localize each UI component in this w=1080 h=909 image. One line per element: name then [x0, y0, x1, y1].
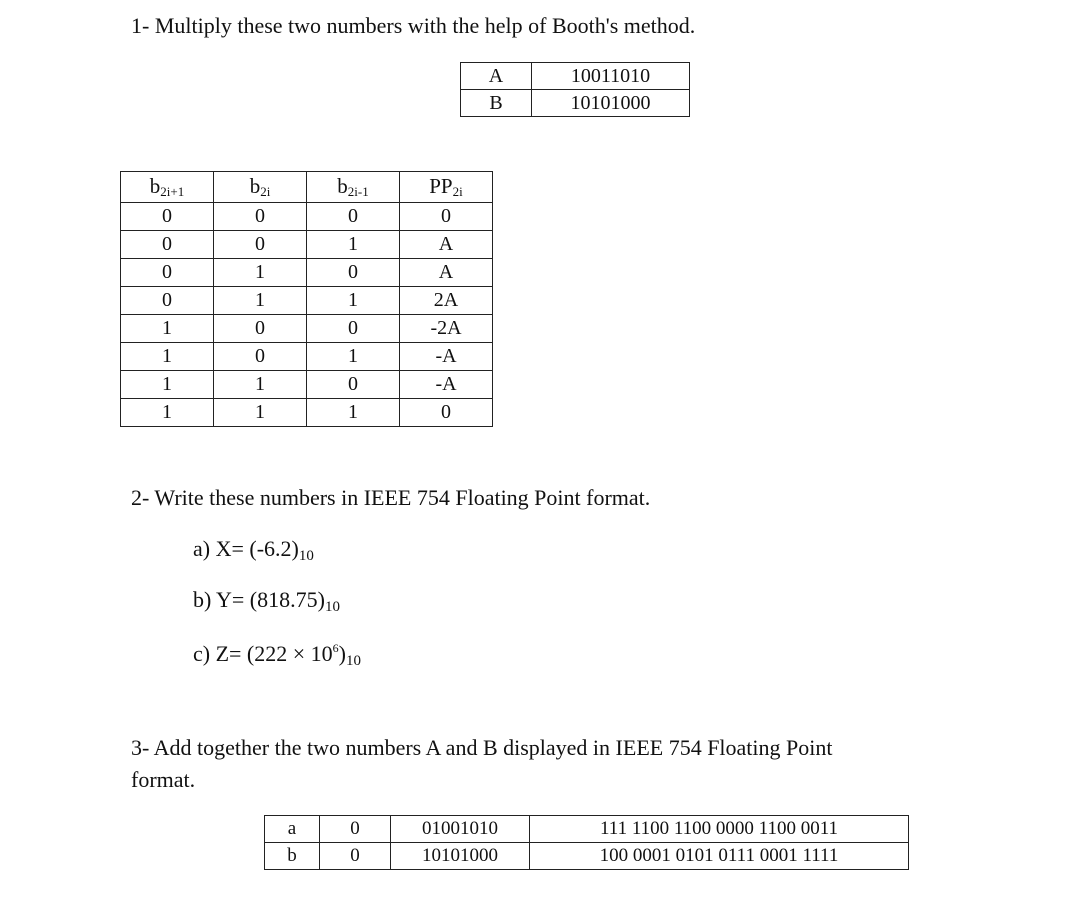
table-cell: 0 [121, 231, 214, 259]
table-cell: 2A [400, 287, 493, 315]
booth-header-row [121, 172, 493, 203]
booth-header-cell: $b_{2i-1}$ [307, 172, 400, 203]
mantissa-bits: 111 1100 1100 0000 1100 0011 [530, 816, 909, 843]
ab-label-b: B [461, 90, 532, 117]
table-row [121, 371, 493, 399]
table-cell: 1 [214, 287, 307, 315]
table-cell: 0 [121, 203, 214, 231]
table-cell: 1 [307, 343, 400, 371]
question-3-title-line1: 3- Add together the two numbers A and B displayed in IEEE 754 Floating Point [131, 735, 833, 760]
table-row [121, 315, 493, 343]
table-cell: 1 [214, 259, 307, 287]
table-cell: 1 [121, 343, 214, 371]
exponent-bits: 01001010 [391, 816, 530, 843]
table-cell: 1 [214, 399, 307, 427]
table-cell: 0 [214, 203, 307, 231]
booth-encoding-table [120, 171, 493, 427]
question-2-item-b: b) $Y= (818.75)_{10}$ [193, 587, 340, 615]
table-row [121, 231, 493, 259]
operand-label: a [265, 816, 320, 843]
sign-bit: 0 [320, 816, 391, 843]
sign-bit: 0 [320, 843, 391, 870]
exponent-bits: 10101000 [391, 843, 530, 870]
question-2-item-a: a) $X= (-6.2)_{10}$ [193, 536, 314, 564]
table-cell: 0 [307, 371, 400, 399]
question-1-title: 1- Multiply these two numbers with the help of Booth's method. [131, 13, 696, 38]
ab-label-a: A [461, 63, 532, 90]
table-row [121, 399, 493, 427]
table-row [461, 63, 690, 90]
table-cell: -A [400, 371, 493, 399]
table-cell: -2A [400, 315, 493, 343]
table-cell: 0 [400, 203, 493, 231]
table-cell: 0 [307, 315, 400, 343]
table-cell: A [400, 259, 493, 287]
table-cell: 0 [214, 343, 307, 371]
table-row [121, 259, 493, 287]
table-cell: -A [400, 343, 493, 371]
table-cell: 1 [121, 399, 214, 427]
table-cell: 0 [307, 203, 400, 231]
table-cell: 1 [307, 399, 400, 427]
question-2-title: 2- Write these numbers in IEEE 754 Floating Point format. [131, 485, 651, 510]
table-cell: A [400, 231, 493, 259]
table-cell: 1 [214, 371, 307, 399]
operand-label: b [265, 843, 320, 870]
table-cell: 0 [214, 231, 307, 259]
table-cell: 1 [121, 371, 214, 399]
table-cell: 0 [121, 287, 214, 315]
table-row [265, 843, 909, 870]
table-cell: 0 [214, 315, 307, 343]
table-cell: 1 [307, 231, 400, 259]
table-cell: 0 [121, 259, 214, 287]
table-cell: 0 [307, 259, 400, 287]
question-3-title-line2: format. [131, 767, 196, 792]
mantissa-bits: 100 0001 0101 0111 0001 1111 [530, 843, 909, 870]
booth-header-cell: $b_{2i}$ [214, 172, 307, 203]
ab-value-a: 10011010 [532, 63, 690, 90]
table-cell: 0 [400, 399, 493, 427]
question-2-item-c: c) $Z= (222 \times 10^6)_{10}$ [193, 641, 361, 669]
table-row [461, 90, 690, 117]
table-cell: 1 [121, 315, 214, 343]
ab-value-b: 10101000 [532, 90, 690, 117]
ieee-operands-table [264, 815, 909, 870]
table-row [121, 203, 493, 231]
booth-header-cell: $b_{2i+1}$ [121, 172, 214, 203]
table-cell: 1 [307, 287, 400, 315]
table-row [121, 287, 493, 315]
booth-header-cell: $PP_{2i}$ [400, 172, 493, 203]
ab-values-table [460, 62, 690, 117]
table-row [121, 343, 493, 371]
table-row [265, 816, 909, 843]
